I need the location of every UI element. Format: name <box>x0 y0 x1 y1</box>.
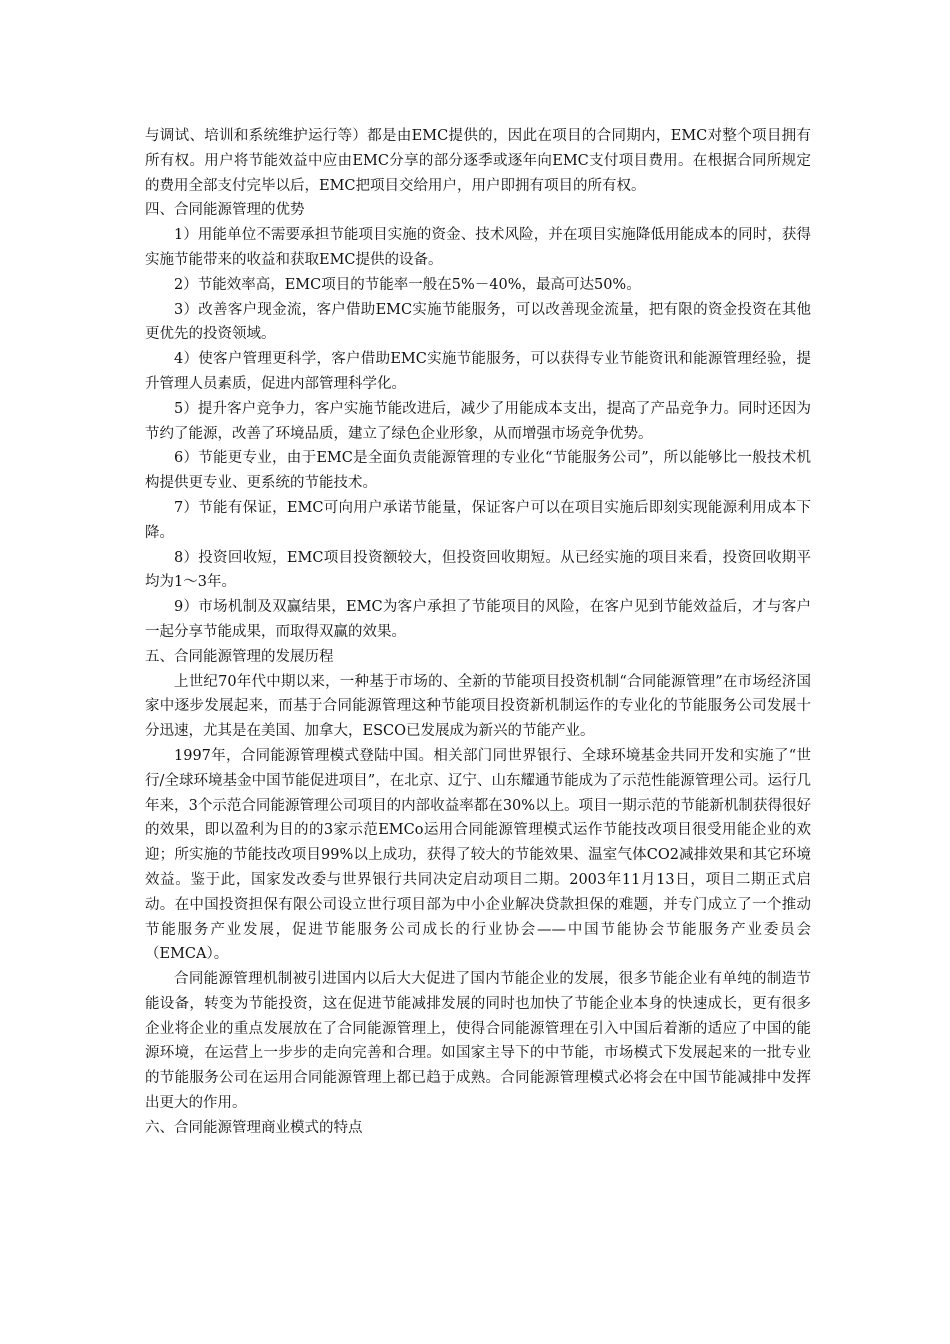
advantage-item-4: 4）使客户管理更科学，客户借助EMC实施节能服务，可以获得专业节能资讯和能源管理经验，提升管理人员素质，促进内部管理科学化。 <box>145 351 811 392</box>
history-paragraph-1: 上世纪70年代中期以来，一种基于市场的、全新的节能项目投资机制“合同能源管理”在市场经济国家中逐步发展起来，而基于合同能源管理这种节能项目投资新机制运作的专业化的节能服务公司发展十分迅速，尤其是在美国、加拿大，ESCO已发展成为新兴的节能产业。 <box>145 673 811 740</box>
advantage-item-1: 1）用能单位不需要承担节能项目实施的资金、技术风险，并在项目实施降低用能成本的同时，获得实施节能带来的收益和获取EMC提供的设备。 <box>145 227 811 268</box>
advantage-item-3: 3）改善客户现金流，客户借助EMC实施节能服务，可以改善现金流量，把有限的资金投资在其他更优先的投资领域。 <box>145 301 811 343</box>
document-body <box>145 124 811 1141</box>
advantage-item-6: 6）节能更专业，由于EMC是全面负责能源管理的专业化“节能服务公司”，所以能够比一般技术机构提供更专业、更系统的节能技术。 <box>145 450 811 492</box>
advantage-item-7: 7）节能有保证，EMC可向用户承诺节能量，保证客户可以在项目实施后即刻实现能源利用成本下降。 <box>145 499 811 541</box>
advantage-item-2: 2）节能效率高，EMC项目的节能率一般在5%－40%，最高可达50%。 <box>174 276 641 293</box>
section-heading-6: 六、合同能源管理商业模式的特点 <box>145 1119 363 1136</box>
advantage-item-8: 8）投资回收短，EMC项目投资额较大，但投资回收期短。从已经实施的项目来看，投资回收期平均为1～3年。 <box>145 549 811 591</box>
advantage-item-5: 5）提升客户竞争力，客户实施节能改进后，减少了用能成本支出，提高了产品竞争力。同时还因为节约了能源，改善了环境品质，建立了绿色企业形象，从而增强市场竞争优势。 <box>145 400 811 442</box>
history-paragraph-3: 合同能源管理机制被引进国内以后大大促进了国内节能企业的发展，很多节能企业有单纯的制造节能设备，转变为节能投资，这在促进节能减排发展的同时也加快了节能企业本身的快速成长，更有很多企业将企业的重点发展放在了合同能源管理上，使得合同能源管理在引入中国后着渐的适应了中国的能源环境，在运营上一步步的走向完善和合理。如国家主导下的中节能，市场模式下发展起来的一批专业的节能服务公司在运用合同能源管理上都已趋于成熟。合同能源管理模式必将会在中国节能减排中发挥出更大的作用。 <box>145 971 811 1112</box>
section-heading-5: 五、合同能源管理的发展历程 <box>145 648 334 665</box>
paragraph-continuation: 与调试、培训和系统维护运行等）都是由EMC提供的，因此在项目的合同期内，EMC对整个项目拥有所有权。用户将节能效益中应由EMC分享的部分逐季或逐年向EMC支付项目费用。在根据合同所规定的费用全部支付完毕以后，EMC把项目交给用户，用户即拥有项目的所有权。 <box>145 128 811 194</box>
advantage-item-9: 9）市场机制及双赢结果，EMC为客户承担了节能项目的风险，在客户见到节能效益后，才与客户一起分享节能成果，而取得双赢的效果。 <box>145 599 811 640</box>
section-heading-4: 四、合同能源管理的优势 <box>145 202 305 219</box>
history-paragraph-2: 1997年，合同能源管理模式登陆中国。相关部门同世界银行、全球环境基金共同开发和实施了“世行/全球环境基金中国节能促进项目”，在北京、辽宁、山东耀通节能成为了示范性能源管理公司。运行几年来，3个示范合同能源管理公司项目的内部收益率都在30%以上。项目一期示范的节能新机制获得很好的效果，即以盈利为目的的3家示范EMCo运用合同能源管理模式运作节能技改项目很受用能企业的欢迎；所实施的节能技改项目99%以上成功，获得了较大的节能效果、温室气体CO2减排效果和其它环境效益。鉴于此，国家发改委与世界银行共同决定启动项目二期。2003年11月13日，项目二期正式启动。在中国投资担保有限公司设立世行项目部为中小企业解决贷款担保的难题，并专门成立了一个推动节能服务产业发展，促进节能服务公司成长的行业协会——中国节能协会节能服务产业委员会（EMCA）。 <box>145 747 811 963</box>
